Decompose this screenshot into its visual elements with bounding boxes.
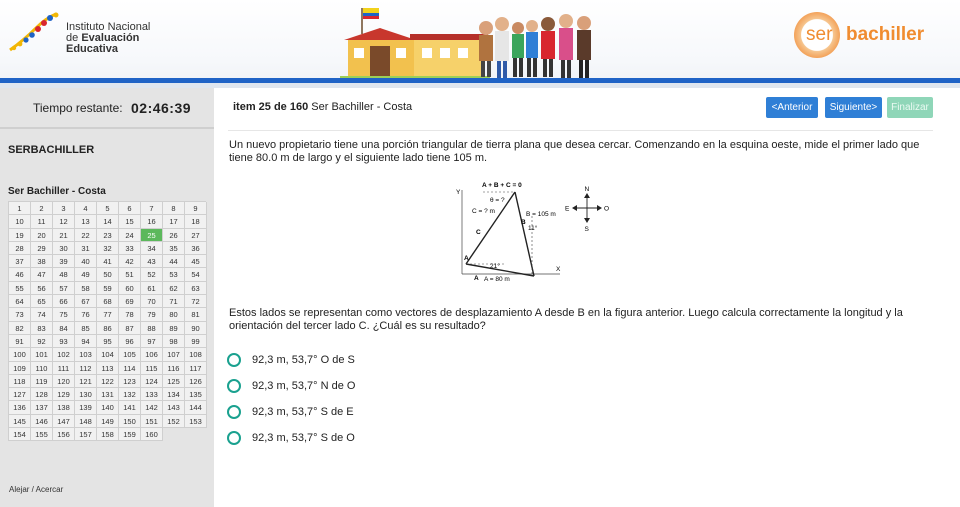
question-nav-cell[interactable]: 80 bbox=[163, 308, 185, 321]
question-nav-cell[interactable]: 55 bbox=[9, 282, 31, 295]
question-nav-cell[interactable]: 21 bbox=[53, 229, 75, 242]
question-nav-cell[interactable]: 135 bbox=[185, 388, 207, 401]
question-nav-cell[interactable]: 32 bbox=[97, 242, 119, 255]
question-nav-cell[interactable]: 48 bbox=[53, 268, 75, 281]
question-nav-cell[interactable]: 34 bbox=[141, 242, 163, 255]
answer-option-2[interactable] bbox=[227, 378, 355, 394]
question-nav-cell[interactable]: 17 bbox=[163, 215, 185, 228]
question-nav-cell[interactable]: 63 bbox=[185, 282, 207, 295]
vector-triangle-figure bbox=[452, 176, 642, 288]
compass-o: O bbox=[604, 205, 610, 213]
axis-y-label: Y bbox=[456, 189, 461, 196]
ineval-name-line3: Educativa bbox=[66, 43, 118, 55]
school-students-illustration bbox=[340, 4, 610, 80]
question-nav-cell[interactable]: 97 bbox=[141, 335, 163, 348]
question-nav-cell[interactable]: 85 bbox=[75, 322, 97, 335]
question-nav-cell[interactable]: 91 bbox=[9, 335, 31, 348]
question-nav-cell[interactable]: 79 bbox=[141, 308, 163, 321]
radio-icon[interactable] bbox=[227, 405, 241, 419]
question-nav-cell[interactable]: 56 bbox=[31, 282, 53, 295]
a-angle-label: 21° bbox=[490, 263, 500, 270]
radio-icon[interactable] bbox=[227, 379, 241, 393]
question-nav-cell[interactable]: 100 bbox=[9, 348, 31, 361]
question-navigation-grid bbox=[8, 201, 206, 441]
question-prompt: Estos lados se representan como vectores de desplazamiento A desde B en la figura anterior. Luego calcula correctamente la longitud y la orientación del tercer lado C. ¿Cuál es su resultado? bbox=[229, 307, 903, 332]
question-nav-cell[interactable]: 3 bbox=[53, 202, 75, 215]
question-nav-cell[interactable]: 42 bbox=[119, 255, 141, 268]
question-nav-cell[interactable]: 43 bbox=[141, 255, 163, 268]
main-content bbox=[214, 88, 960, 507]
compass-n: N bbox=[584, 186, 590, 193]
question-nav-cell[interactable]: 121 bbox=[75, 375, 97, 388]
question-nav-cell[interactable]: 36 bbox=[185, 242, 207, 255]
question-nav-cell[interactable]: 70 bbox=[141, 295, 163, 308]
question-nav-cell[interactable]: 92 bbox=[31, 335, 53, 348]
question-nav-cell[interactable]: 53 bbox=[163, 268, 185, 281]
question-nav-cell[interactable]: 22 bbox=[75, 229, 97, 242]
question-nav-cell[interactable]: 77 bbox=[97, 308, 119, 321]
answer-option-3[interactable] bbox=[227, 404, 354, 420]
question-nav-cell[interactable]: 157 bbox=[75, 428, 97, 441]
question-nav-cell[interactable]: 28 bbox=[9, 242, 31, 255]
sidebar bbox=[0, 88, 214, 507]
question-nav-cell[interactable]: 46 bbox=[9, 268, 31, 281]
question-nav-cell[interactable]: 5 bbox=[97, 202, 119, 215]
compass-rose-icon bbox=[565, 186, 609, 233]
question-nav-cell[interactable]: 94 bbox=[75, 335, 97, 348]
question-nav-cell[interactable]: 125 bbox=[163, 375, 185, 388]
logo-ser-text: ser bbox=[806, 24, 833, 45]
question-nav-cell[interactable]: 155 bbox=[31, 428, 53, 441]
question-nav-cell[interactable]: 15 bbox=[119, 215, 141, 228]
question-nav-cell[interactable]: 105 bbox=[119, 348, 141, 361]
question-nav-cell[interactable]: 74 bbox=[31, 308, 53, 321]
question-nav-cell[interactable]: 108 bbox=[185, 348, 207, 361]
question-nav-cell[interactable]: 141 bbox=[119, 401, 141, 414]
question-nav-cell[interactable]: 60 bbox=[119, 282, 141, 295]
question-nav-cell[interactable]: 148 bbox=[75, 415, 97, 428]
b-angle-label: 11° bbox=[528, 225, 538, 232]
question-nav-cell[interactable]: 144 bbox=[185, 401, 207, 414]
question-nav-cell[interactable]: 142 bbox=[141, 401, 163, 414]
question-nav-cell[interactable]: 64 bbox=[9, 295, 31, 308]
question-nav-cell[interactable]: 23 bbox=[97, 229, 119, 242]
question-nav-cell[interactable]: 109 bbox=[9, 362, 31, 375]
question-nav-cell[interactable]: 49 bbox=[75, 268, 97, 281]
equation-label: A + B + C = 0 bbox=[482, 182, 522, 189]
question-nav-cell[interactable]: 50 bbox=[97, 268, 119, 281]
question-nav-cell[interactable]: 37 bbox=[9, 255, 31, 268]
answer-option-label: 92,3 m, 53,7° S de E bbox=[252, 406, 354, 418]
question-nav-cell[interactable]: 73 bbox=[9, 308, 31, 321]
c-vector-label: C bbox=[476, 229, 481, 236]
question-nav-cell[interactable]: 87 bbox=[119, 322, 141, 335]
answer-option-label: 92,3 m, 53,7° S de O bbox=[252, 432, 355, 444]
question-nav-cell[interactable]: 104 bbox=[97, 348, 119, 361]
question-nav-cell[interactable]: 18 bbox=[185, 215, 207, 228]
question-nav-cell[interactable]: 9 bbox=[185, 202, 207, 215]
question-nav-cell[interactable]: 4 bbox=[75, 202, 97, 215]
question-nav-cell[interactable]: 95 bbox=[97, 335, 119, 348]
ineval-name-line2b: Evaluación bbox=[81, 32, 140, 44]
exam-brand-label: SERBACHILLER bbox=[8, 144, 95, 156]
question-nav-cell[interactable]: 152 bbox=[163, 415, 185, 428]
question-nav-cell[interactable]: 154 bbox=[9, 428, 31, 441]
question-nav-cell[interactable]: 52 bbox=[141, 268, 163, 281]
question-nav-cell[interactable]: 29 bbox=[31, 242, 53, 255]
question-nav-cell[interactable]: 90 bbox=[185, 322, 207, 335]
question-nav-cell[interactable]: 47 bbox=[31, 268, 53, 281]
question-nav-cell[interactable]: 57 bbox=[53, 282, 75, 295]
question-nav-cell[interactable]: 86 bbox=[97, 322, 119, 335]
logo-bachiller-text: bachiller bbox=[846, 24, 925, 45]
question-nav-cell[interactable]: 24 bbox=[119, 229, 141, 242]
question-nav-cell[interactable]: 45 bbox=[185, 255, 207, 268]
axis-x-label: X bbox=[556, 266, 561, 273]
question-nav-cell[interactable]: 7 bbox=[141, 202, 163, 215]
question-nav-cell[interactable]: 88 bbox=[141, 322, 163, 335]
question-nav-cell[interactable]: 62 bbox=[163, 282, 185, 295]
compass-s: S bbox=[584, 226, 589, 233]
question-nav-cell[interactable]: 117 bbox=[185, 362, 207, 375]
timer-label: Tiempo restante: bbox=[33, 101, 123, 115]
question-nav-cell[interactable]: 133 bbox=[141, 388, 163, 401]
question-nav-cell[interactable]: 65 bbox=[31, 295, 53, 308]
question-nav-cell[interactable]: 69 bbox=[119, 295, 141, 308]
previous-button[interactable]: <Anterior bbox=[766, 97, 818, 118]
question-nav-cell[interactable]: 59 bbox=[97, 282, 119, 295]
radio-icon[interactable] bbox=[227, 431, 241, 445]
question-nav-cell[interactable]: 130 bbox=[75, 388, 97, 401]
question-nav-cell[interactable]: 61 bbox=[141, 282, 163, 295]
radio-icon[interactable] bbox=[227, 353, 241, 367]
question-nav-cell[interactable]: 67 bbox=[75, 295, 97, 308]
question-nav-cell[interactable]: 83 bbox=[31, 322, 53, 335]
ineval-logo bbox=[6, 10, 166, 60]
item-counter: item 25 de 160 bbox=[233, 101, 309, 113]
question-nav-cell[interactable]: 149 bbox=[97, 415, 119, 428]
question-nav-cell[interactable]: 102 bbox=[53, 348, 75, 361]
question-nav-cell[interactable]: 41 bbox=[97, 255, 119, 268]
question-nav-cell[interactable]: 89 bbox=[163, 322, 185, 335]
item-section: Ser Bachiller - Costa bbox=[311, 101, 413, 113]
question-nav-cell[interactable]: 6 bbox=[119, 202, 141, 215]
question-nav-cell[interactable]: 159 bbox=[119, 428, 141, 441]
question-nav-cell[interactable]: 107 bbox=[163, 348, 185, 361]
timer-value: 02:46:39 bbox=[131, 100, 192, 116]
answer-option-4[interactable] bbox=[227, 430, 355, 446]
question-nav-cell[interactable]: 111 bbox=[53, 362, 75, 375]
question-nav-cell[interactable]: 103 bbox=[75, 348, 97, 361]
question-nav-cell[interactable]: 68 bbox=[97, 295, 119, 308]
question-nav-cell[interactable]: 110 bbox=[31, 362, 53, 375]
a-vector-label: A bbox=[474, 275, 479, 282]
question-nav-cell[interactable]: 136 bbox=[9, 401, 31, 414]
b-vector-label: B bbox=[521, 219, 526, 226]
question-nav-cell[interactable]: 1 bbox=[9, 202, 31, 215]
question-nav-cell[interactable]: 76 bbox=[75, 308, 97, 321]
question-nav-cell[interactable]: 30 bbox=[53, 242, 75, 255]
question-nav-cell[interactable]: 2 bbox=[31, 202, 53, 215]
question-nav-cell[interactable]: 101 bbox=[31, 348, 53, 361]
question-nav-cell[interactable]: 150 bbox=[119, 415, 141, 428]
finish-button[interactable]: Finalizar bbox=[887, 97, 933, 118]
question-nav-cell[interactable]: 114 bbox=[119, 362, 141, 375]
question-nav-cell[interactable]: 16 bbox=[141, 215, 163, 228]
compass-e: E bbox=[565, 205, 570, 213]
theta-label: θ = ? bbox=[490, 197, 505, 204]
question-nav-cell[interactable]: 126 bbox=[185, 375, 207, 388]
question-nav-cell[interactable]: 10 bbox=[9, 215, 31, 228]
question-nav-cell[interactable]: 33 bbox=[119, 242, 141, 255]
question-nav-cell[interactable]: 160 bbox=[141, 428, 163, 441]
answer-option-label: 92,3 m, 53,7° O de S bbox=[252, 354, 355, 366]
question-nav-cell[interactable]: 93 bbox=[53, 335, 75, 348]
question-nav-cell[interactable]: 120 bbox=[53, 375, 75, 388]
question-nav-cell[interactable]: 138 bbox=[53, 401, 75, 414]
question-nav-cell[interactable]: 54 bbox=[185, 268, 207, 281]
question-nav-cell[interactable]: 122 bbox=[97, 375, 119, 388]
next-button[interactable]: Siguiente> bbox=[825, 97, 882, 118]
question-nav-cell[interactable]: 40 bbox=[75, 255, 97, 268]
section-label: Ser Bachiller - Costa bbox=[8, 186, 106, 197]
question-nav-cell[interactable]: 72 bbox=[185, 295, 207, 308]
question-nav-cell[interactable]: 14 bbox=[97, 215, 119, 228]
question-nav-cell[interactable]: 38 bbox=[31, 255, 53, 268]
question-nav-cell[interactable]: 123 bbox=[119, 375, 141, 388]
question-nav-cell[interactable]: 12 bbox=[53, 215, 75, 228]
question-nav-cell[interactable]: 99 bbox=[185, 335, 207, 348]
ser-bachiller-logo bbox=[794, 12, 934, 58]
question-nav-cell[interactable]: 8 bbox=[163, 202, 185, 215]
question-nav-cell[interactable]: 81 bbox=[185, 308, 207, 321]
question-nav-cell[interactable]: 128 bbox=[31, 388, 53, 401]
question-nav-cell[interactable]: 26 bbox=[163, 229, 185, 242]
question-nav-cell[interactable]: 35 bbox=[163, 242, 185, 255]
question-nav-cell[interactable]: 96 bbox=[119, 335, 141, 348]
question-nav-cell[interactable]: 151 bbox=[141, 415, 163, 428]
sidebar-divider bbox=[0, 127, 214, 129]
ineval-swirl-icon bbox=[6, 10, 64, 56]
question-nav-cell[interactable]: 129 bbox=[53, 388, 75, 401]
question-nav-cell[interactable]: 131 bbox=[97, 388, 119, 401]
zoom-toggle-link[interactable]: Alejar / Acercar bbox=[9, 485, 64, 494]
question-nav-cell[interactable]: 27 bbox=[185, 229, 207, 242]
question-nav-cell[interactable]: 31 bbox=[75, 242, 97, 255]
question-nav-cell[interactable]: 25 bbox=[141, 229, 163, 242]
ineval-name-line1: Instituto Nacional bbox=[66, 21, 151, 33]
b-length-label: B = 105 m bbox=[526, 211, 556, 218]
question-nav-cell[interactable]: 106 bbox=[141, 348, 163, 361]
question-nav-cell[interactable]: 124 bbox=[141, 375, 163, 388]
question-nav-cell[interactable]: 116 bbox=[163, 362, 185, 375]
question-nav-cell[interactable]: 145 bbox=[9, 415, 31, 428]
question-nav-cell[interactable]: 143 bbox=[163, 401, 185, 414]
a-point-label: A bbox=[464, 255, 469, 262]
question-text: Un nuevo propietario tiene una porción triangular de tierra plana que desea cercar. Comenzando en la esquina oeste, mide el primer lado que tiene 80.0 m de largo y el siguiente lado tiene 105 m. bbox=[229, 139, 920, 164]
question-nav-cell[interactable]: 127 bbox=[9, 388, 31, 401]
content-divider bbox=[228, 130, 933, 131]
c-length-label: C = ? m bbox=[472, 208, 495, 215]
question-nav-cell[interactable]: 51 bbox=[119, 268, 141, 281]
ineval-name-line2a: de bbox=[66, 32, 79, 44]
question-nav-cell[interactable]: 118 bbox=[9, 375, 31, 388]
question-nav-cell[interactable]: 20 bbox=[31, 229, 53, 242]
question-nav-cell[interactable]: 139 bbox=[75, 401, 97, 414]
question-nav-cell[interactable]: 146 bbox=[31, 415, 53, 428]
question-nav-cell[interactable]: 11 bbox=[31, 215, 53, 228]
question-nav-cell[interactable]: 75 bbox=[53, 308, 75, 321]
question-nav-cell[interactable]: 84 bbox=[53, 322, 75, 335]
question-nav-cell[interactable]: 66 bbox=[53, 295, 75, 308]
question-nav-cell[interactable]: 44 bbox=[163, 255, 185, 268]
question-nav-cell[interactable]: 71 bbox=[163, 295, 185, 308]
question-nav-cell[interactable]: 39 bbox=[53, 255, 75, 268]
question-nav-cell[interactable]: 132 bbox=[119, 388, 141, 401]
question-nav-cell[interactable]: 119 bbox=[31, 375, 53, 388]
question-nav-cell[interactable]: 58 bbox=[75, 282, 97, 295]
answer-option-1[interactable] bbox=[227, 352, 355, 368]
question-nav-cell[interactable]: 19 bbox=[9, 229, 31, 242]
a-length-label: A = 80 m bbox=[484, 276, 510, 283]
question-nav-cell[interactable]: 13 bbox=[75, 215, 97, 228]
header bbox=[0, 0, 960, 88]
question-nav-cell[interactable]: 98 bbox=[163, 335, 185, 348]
question-nav-cell[interactable]: 158 bbox=[97, 428, 119, 441]
question-nav-cell[interactable]: 113 bbox=[97, 362, 119, 375]
item-header bbox=[233, 101, 412, 113]
question-nav-cell[interactable]: 112 bbox=[75, 362, 97, 375]
question-nav-cell[interactable]: 82 bbox=[9, 322, 31, 335]
question-nav-cell[interactable]: 115 bbox=[141, 362, 163, 375]
answer-option-label: 92,3 m, 53,7° N de O bbox=[252, 380, 356, 392]
question-nav-cell[interactable]: 140 bbox=[97, 401, 119, 414]
question-nav-cell[interactable]: 147 bbox=[53, 415, 75, 428]
question-nav-cell[interactable]: 78 bbox=[119, 308, 141, 321]
question-nav-cell[interactable]: 153 bbox=[185, 415, 207, 428]
question-nav-cell[interactable]: 134 bbox=[163, 388, 185, 401]
question-nav-cell[interactable]: 137 bbox=[31, 401, 53, 414]
question-nav-cell[interactable]: 156 bbox=[53, 428, 75, 441]
